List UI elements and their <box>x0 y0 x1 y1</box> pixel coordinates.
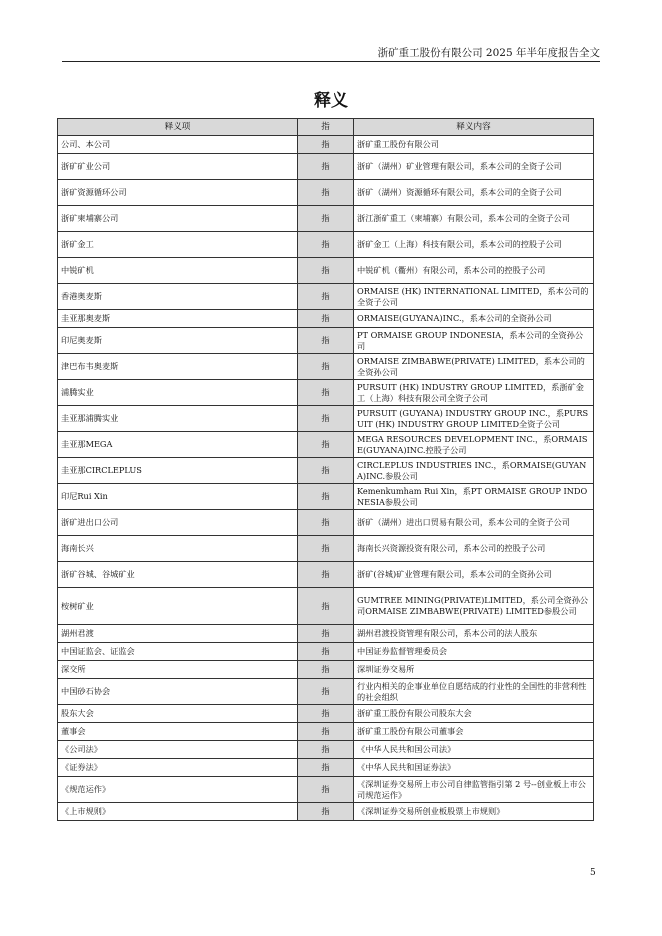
definition-cell: GUMTREE MINING(PRIVATE)LIMITED，系公司全资孙公司ORMAISE ZIMBABWE(PRIVATE) LIMITED参股公司 <box>354 588 594 625</box>
table-row <box>58 643 594 661</box>
mid-cell: 指 <box>298 536 354 562</box>
table-row <box>58 562 594 588</box>
definitions-table <box>57 118 594 821</box>
table-row <box>58 777 594 803</box>
table-row <box>58 136 594 154</box>
term-cell: 湖州君渡 <box>58 625 298 643</box>
mid-cell: 指 <box>298 484 354 510</box>
table-row <box>58 661 594 679</box>
term-cell: 海南长兴 <box>58 536 298 562</box>
term-cell: 圭亚那奥麦斯 <box>58 310 298 328</box>
table-row <box>58 741 594 759</box>
definition-cell: PT ORMAISE GROUP INDONESIA，系本公司的全资孙公司 <box>354 328 594 354</box>
term-cell: 浙矿金工 <box>58 232 298 258</box>
table-row <box>58 803 594 821</box>
definition-cell: 浙矿（湖州）资源循环有限公司，系本公司的全资子公司 <box>354 180 594 206</box>
table-row <box>58 432 594 458</box>
definition-cell: 深圳证券交易所 <box>354 661 594 679</box>
definition-cell: 《中华人民共和国证券法》 <box>354 759 594 777</box>
mid-cell: 指 <box>298 759 354 777</box>
table-row <box>58 354 594 380</box>
term-cell: 浙矿柬埔寨公司 <box>58 206 298 232</box>
term-cell: 桉树矿业 <box>58 588 298 625</box>
term-cell: 深交所 <box>58 661 298 679</box>
definition-cell: 浙江浙矿重工（柬埔寨）有限公司，系本公司的全资子公司 <box>354 206 594 232</box>
mid-cell: 指 <box>298 741 354 759</box>
table-row <box>58 588 594 625</box>
definition-cell: Kemenkumham Rui Xin，系PT ORMAISE GROUP INDONESIA参股公司 <box>354 484 594 510</box>
table-row <box>58 328 594 354</box>
term-cell: 浙矿矿业公司 <box>58 154 298 180</box>
table-row <box>58 232 594 258</box>
term-cell: 津巴布韦奥麦斯 <box>58 354 298 380</box>
table-row <box>58 625 594 643</box>
definition-cell: 浙矿重工股份有限公司董事会 <box>354 723 594 741</box>
mid-cell: 指 <box>298 562 354 588</box>
definition-cell: 《深圳证券交易所创业板股票上市规则》 <box>354 803 594 821</box>
table-row <box>58 679 594 705</box>
table-header-row <box>58 119 594 136</box>
table-row <box>58 536 594 562</box>
mid-cell: 指 <box>298 723 354 741</box>
table-row <box>58 154 594 180</box>
term-cell: 浙矿资源循环公司 <box>58 180 298 206</box>
header-divider <box>62 61 600 62</box>
mid-cell: 指 <box>298 661 354 679</box>
term-cell: 《证券法》 <box>58 759 298 777</box>
table-row <box>58 705 594 723</box>
definition-cell: PURSUIT (GUYANA) INDUSTRY GROUP INC.，系PURSUIT (HK) INDUSTRY GROUP LIMITED全资子公司 <box>354 406 594 432</box>
term-cell: 《上市规则》 <box>58 803 298 821</box>
term-cell: 《规范运作》 <box>58 777 298 803</box>
page-number: 5 <box>590 868 596 878</box>
mid-cell: 指 <box>298 354 354 380</box>
table-row <box>58 723 594 741</box>
term-cell: 《公司法》 <box>58 741 298 759</box>
definition-cell: 《中华人民共和国公司法》 <box>354 741 594 759</box>
term-cell: 印尼Rui Xin <box>58 484 298 510</box>
definition-cell: 浙矿金工（上海）科技有限公司，系本公司的控股子公司 <box>354 232 594 258</box>
table-row <box>58 310 594 328</box>
definition-cell: CIRCLEPLUS INDUSTRIES INC.，系ORMAISE(GUYANA)INC.参股公司 <box>354 458 594 484</box>
term-cell: 香港奥麦斯 <box>58 284 298 310</box>
definition-cell: 浙矿重工股份有限公司 <box>354 136 594 154</box>
page-title: 释义 <box>314 91 348 111</box>
term-cell: 圭亚那MEGA <box>58 432 298 458</box>
table-row <box>58 759 594 777</box>
mid-cell: 指 <box>298 679 354 705</box>
page-header: 浙矿重工股份有限公司 2025 年半年度报告全文 <box>377 47 600 59</box>
mid-cell: 指 <box>298 458 354 484</box>
term-cell: 圭亚那CIRCLEPLUS <box>58 458 298 484</box>
table-row <box>58 258 594 284</box>
definition-cell: 湖州君渡投资管理有限公司，系本公司的法人股东 <box>354 625 594 643</box>
term-cell: 浦腾实业 <box>58 380 298 406</box>
mid-cell: 指 <box>298 510 354 536</box>
definition-cell: ORMAISE (HK) INTERNATIONAL LIMITED，系本公司的全资子公司 <box>354 284 594 310</box>
table-row <box>58 380 594 406</box>
table-row <box>58 180 594 206</box>
definition-cell: 浙矿重工股份有限公司股东大会 <box>354 705 594 723</box>
mid-cell: 指 <box>298 136 354 154</box>
mid-cell: 指 <box>298 588 354 625</box>
mid-cell: 指 <box>298 803 354 821</box>
mid-cell: 指 <box>298 180 354 206</box>
mid-cell: 指 <box>298 154 354 180</box>
mid-cell: 指 <box>298 206 354 232</box>
header-mid: 指 <box>298 119 354 136</box>
definition-cell: 中国证券监督管理委员会 <box>354 643 594 661</box>
term-cell: 股东大会 <box>58 705 298 723</box>
header-definition: 释义内容 <box>354 119 594 136</box>
mid-cell: 指 <box>298 705 354 723</box>
mid-cell: 指 <box>298 432 354 458</box>
definition-cell: MEGA RESOURCES DEVELOPMENT INC.，系ORMAISE(GUYANA)INC.控股子公司 <box>354 432 594 458</box>
table-row <box>58 510 594 536</box>
definition-cell: 浙矿（湖州）进出口贸易有限公司，系本公司的全资子公司 <box>354 510 594 536</box>
mid-cell: 指 <box>298 625 354 643</box>
mid-cell: 指 <box>298 284 354 310</box>
term-cell: 董事会 <box>58 723 298 741</box>
table-row <box>58 458 594 484</box>
term-cell: 中锐矿机 <box>58 258 298 284</box>
definition-cell: PURSUIT (HK) INDUSTRY GROUP LIMITED，系浙矿金工（上海）科技有限公司全资子公司 <box>354 380 594 406</box>
term-cell: 浙矿谷城、谷城矿业 <box>58 562 298 588</box>
table-row <box>58 284 594 310</box>
mid-cell: 指 <box>298 328 354 354</box>
definition-cell: 行业内相关的企事业单位自愿结成的行业性的全国性的非营利性的社会组织 <box>354 679 594 705</box>
mid-cell: 指 <box>298 258 354 284</box>
mid-cell: 指 <box>298 310 354 328</box>
term-cell: 印尼奥麦斯 <box>58 328 298 354</box>
mid-cell: 指 <box>298 380 354 406</box>
definition-cell: ORMAISE(GUYANA)INC.，系本公司的全资孙公司 <box>354 310 594 328</box>
definition-cell: 中锐矿机（衢州）有限公司，系本公司的控股子公司 <box>354 258 594 284</box>
definition-cell: 浙矿(谷城)矿业管理有限公司，系本公司的全资孙公司 <box>354 562 594 588</box>
mid-cell: 指 <box>298 777 354 803</box>
definition-cell: 浙矿（湖州）矿业管理有限公司，系本公司的全资子公司 <box>354 154 594 180</box>
term-cell: 中国砂石协会 <box>58 679 298 705</box>
mid-cell: 指 <box>298 406 354 432</box>
term-cell: 中国证监会、证监会 <box>58 643 298 661</box>
table-row <box>58 406 594 432</box>
definition-cell: ORMAISE ZIMBABWE(PRIVATE) LIMITED，系本公司的全资孙公司 <box>354 354 594 380</box>
table-row <box>58 206 594 232</box>
definition-cell: 海南长兴资源投资有限公司，系本公司的控股子公司 <box>354 536 594 562</box>
header-term: 释义项 <box>58 119 298 136</box>
term-cell: 公司、本公司 <box>58 136 298 154</box>
table-row <box>58 484 594 510</box>
term-cell: 圭亚那浦腾实业 <box>58 406 298 432</box>
term-cell: 浙矿进出口公司 <box>58 510 298 536</box>
mid-cell: 指 <box>298 643 354 661</box>
mid-cell: 指 <box>298 232 354 258</box>
definition-cell: 《深圳证券交易所上市公司自律监管指引第 2 号--创业板上市公司规范运作》 <box>354 777 594 803</box>
